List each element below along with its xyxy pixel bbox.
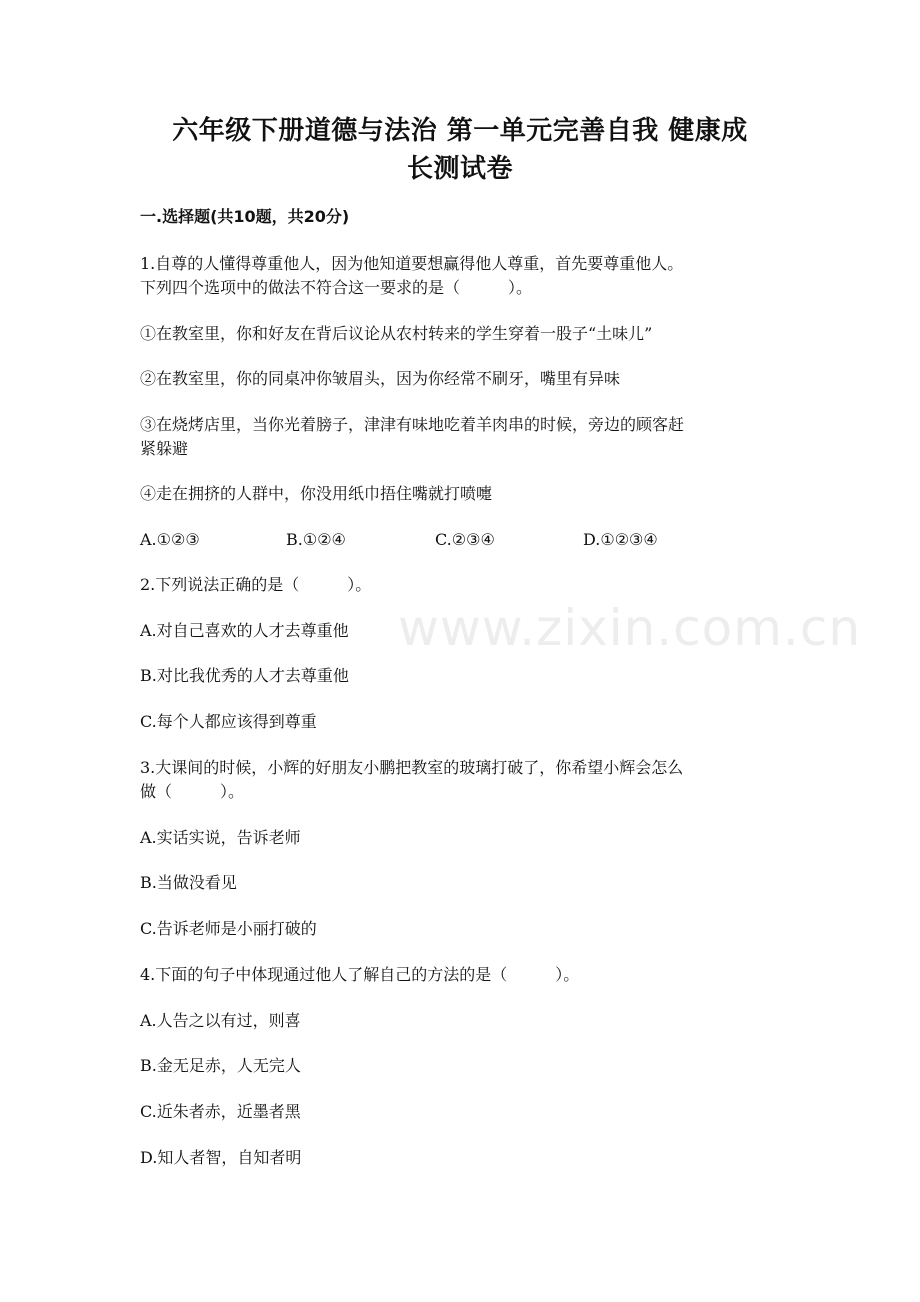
q4-option-c: C.近朱者赤，近墨者黑 [140,1102,301,1121]
q3-option-b: B.当做没看见 [140,873,237,892]
q1-option-d: D.①②③④ [583,530,658,549]
q3-option-a: A.实话实说，告诉老师 [140,828,301,847]
q2-option-b: B.对比我优秀的人才去尊重他 [140,666,349,685]
q1-stem-line-2: 下列四个选项中的做法不符合这一要求的是（ ）。 [140,278,533,297]
q4-option-b: B.金无足赤，人无完人 [140,1056,301,1075]
page-title [130,112,790,188]
title-line-2: 长测试卷 [406,154,513,184]
q1-options-row [140,528,780,552]
q2-option-a: A.对自己喜欢的人才去尊重他 [140,621,349,640]
q3-stem-line-2: 做（ ）。 [140,782,245,801]
q1-statement-3-line-1: ③在烧烤店里，当你光着膀子，津津有味地吃着羊肉串的时候，旁边的顾客赶 [140,415,685,434]
q1-statement-3-line-2: 紧躲避 [140,439,189,458]
q1-option-c: C.②③④ [435,530,495,549]
q4-option-d: D.知人者智，自知者明 [140,1148,302,1167]
q4-stem: 4.下面的句子中体现通过他人了解自己的方法的是（ ）。 [140,965,580,984]
q1-statement-4: ④走在拥挤的人群中，你没用纸巾捂住嘴就打喷嚏 [140,484,493,503]
q1-option-b: B.①②④ [286,530,346,549]
section-heading: 一.选择题(共10题，共20分) [140,207,350,226]
q2-stem: 2.下列说法正确的是（ ）。 [140,575,372,594]
q3-stem-line-1: 3.大课间的时候，小辉的好朋友小鹏把教室的玻璃打破了，你希望小辉会怎么 [140,758,684,777]
watermark: www.zixin.com.cn [398,599,862,657]
q1-stem-line-1: 1.自尊的人懂得尊重他人，因为他知道要想赢得他人尊重，首先要尊重他人。 [140,254,684,273]
title-line-1: 六年级下册道德与法治 第一单元完善自我 健康成 [172,116,748,146]
q1-option-a: A.①②③ [140,530,200,549]
q3-option-c: C.告诉老师是小丽打破的 [140,919,317,938]
q1-statement-2: ②在教室里，你的同桌冲你皱眉头，因为你经常不刷牙，嘴里有异味 [140,369,621,388]
q4-option-a: A.人告之以有过，则喜 [140,1011,301,1030]
q1-statement-1: ①在教室里，你和好友在背后议论从农村转来的学生穿着一股子“土味儿” [140,324,653,343]
q2-option-c: C.每个人都应该得到尊重 [140,712,317,731]
